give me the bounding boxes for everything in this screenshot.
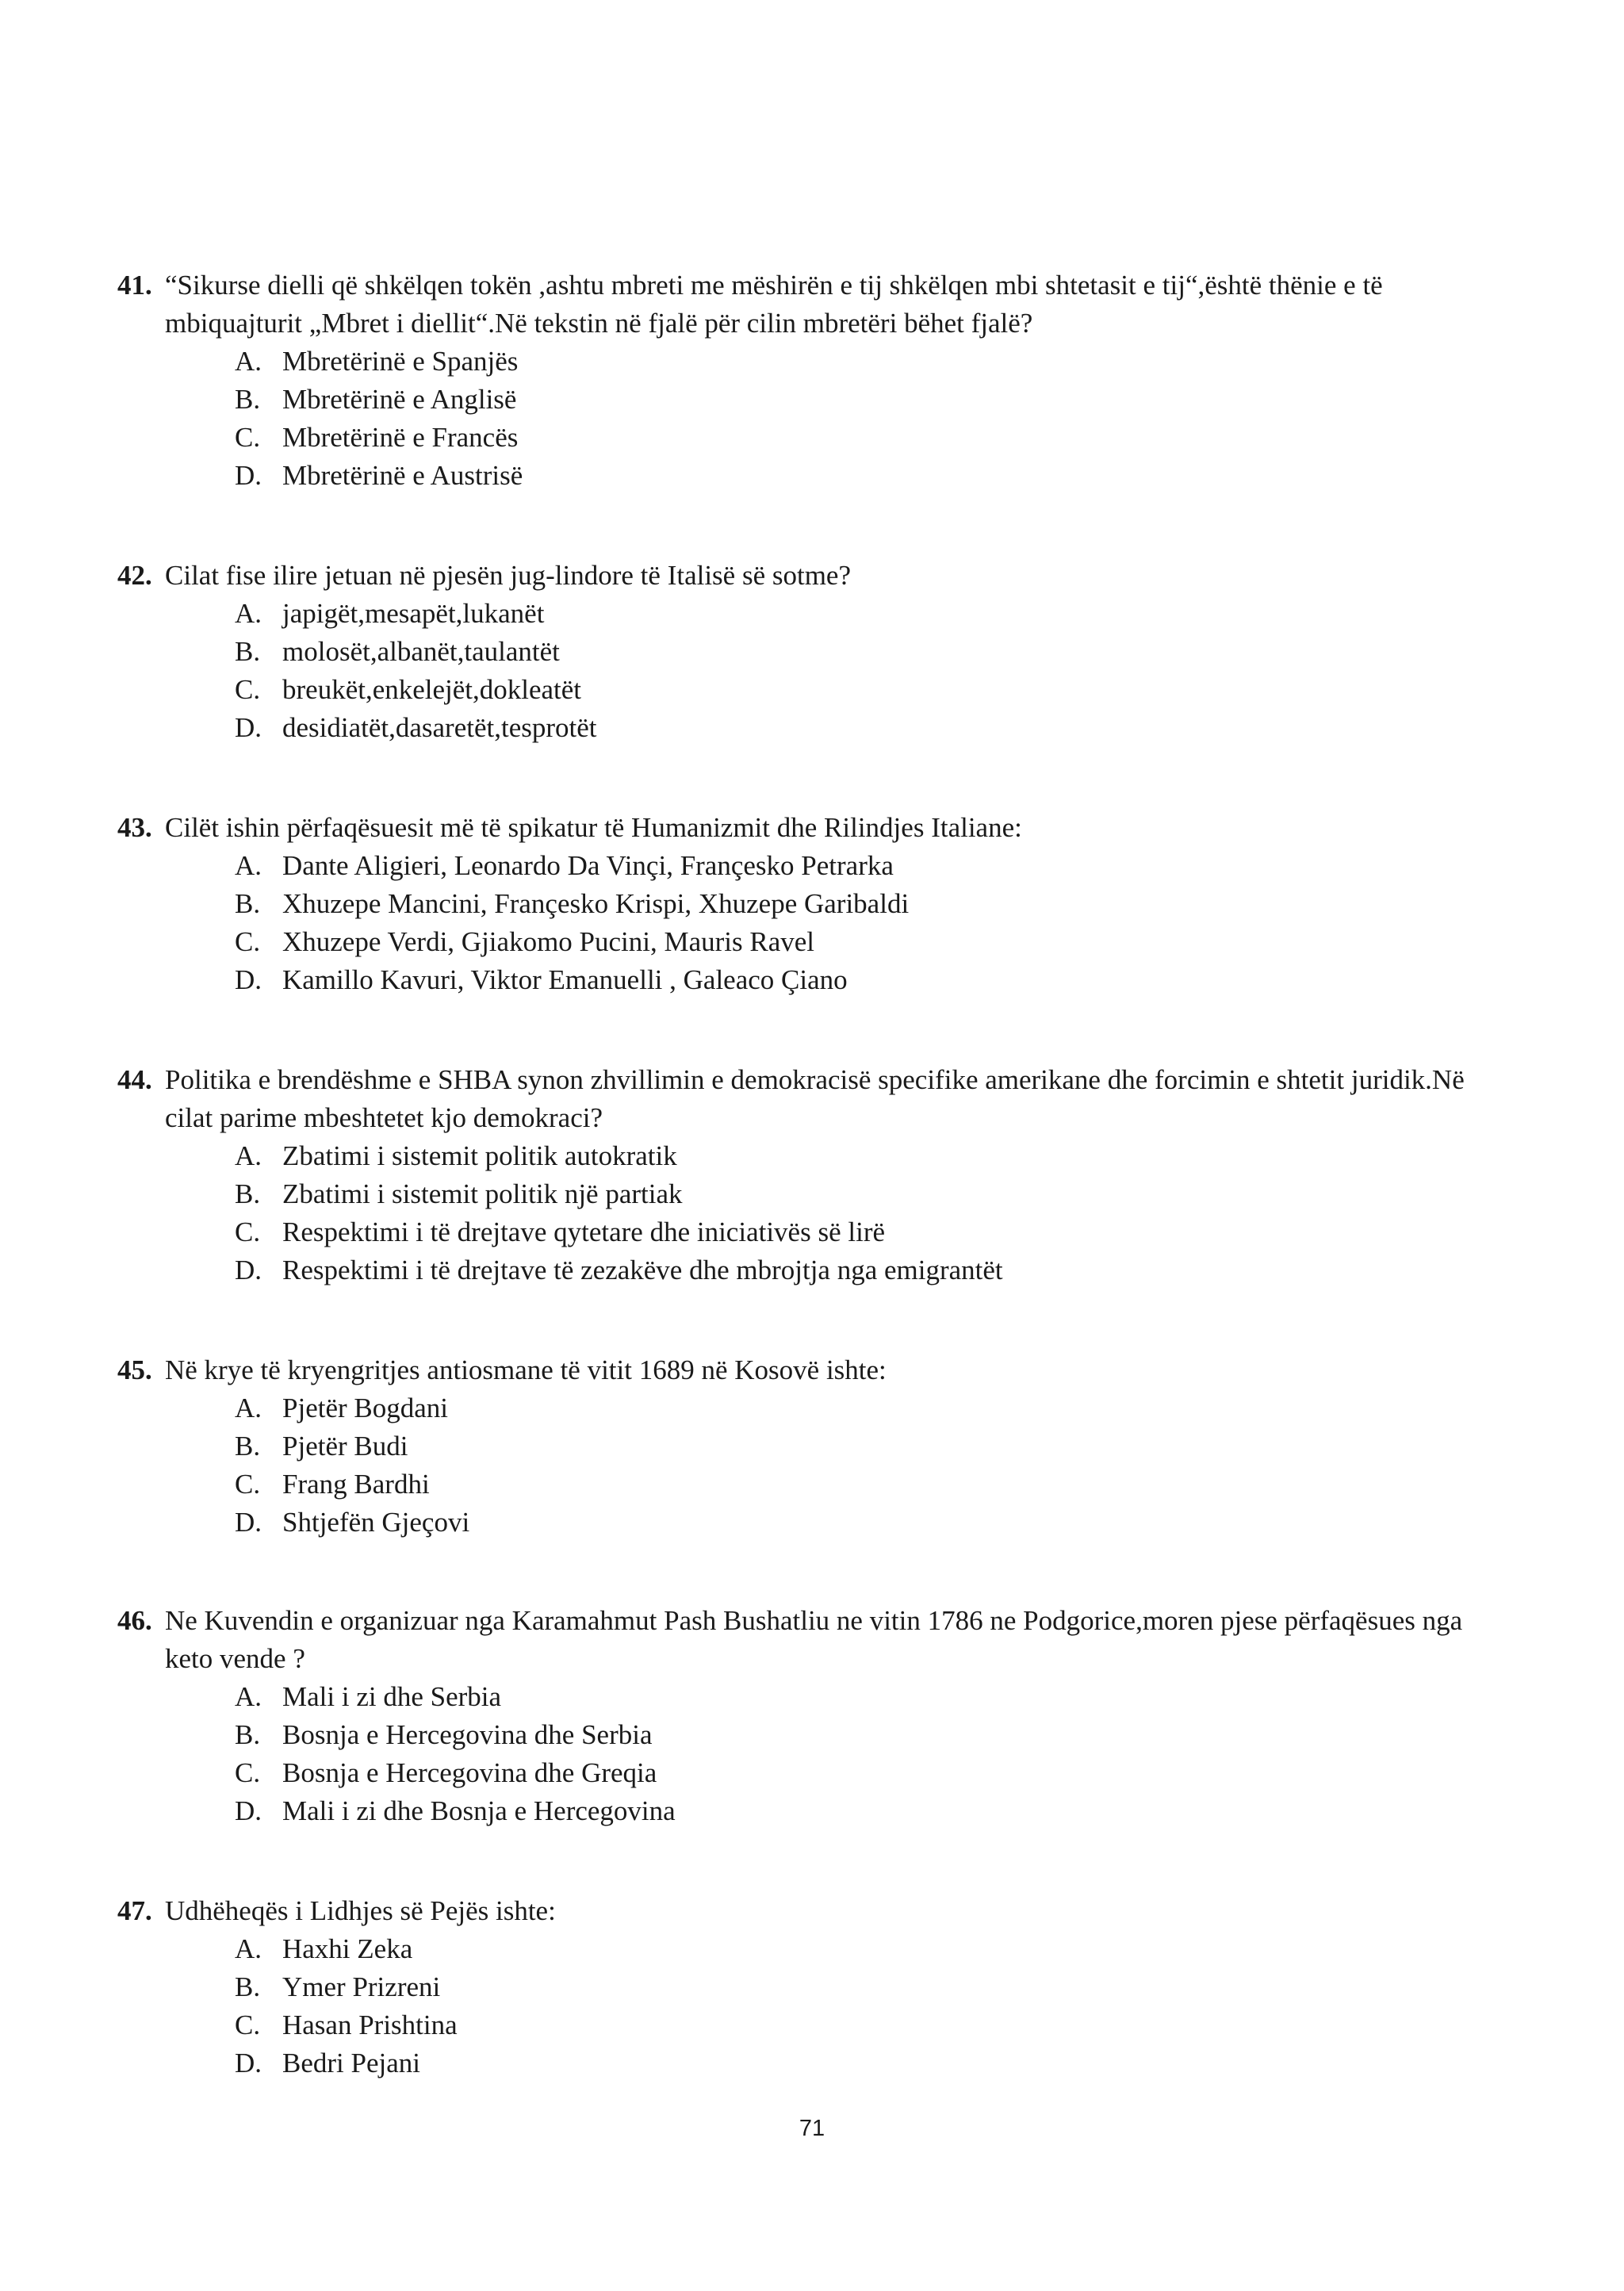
option-letter: D. [235, 1255, 262, 1285]
option-d [117, 457, 1529, 495]
question-text-line [117, 266, 1529, 305]
question-number: 46. [117, 1605, 152, 1636]
option-text: Mali i zi dhe Bosnja e Hercegovina [282, 1795, 676, 1826]
options-list [117, 343, 1529, 495]
question-44 [117, 1061, 1529, 1289]
option-b [117, 633, 1529, 671]
option-b [117, 1427, 1529, 1465]
options-list [117, 595, 1529, 747]
option-text: Bedri Pejani [282, 2048, 420, 2078]
option-letter: A. [235, 1393, 262, 1423]
option-c [117, 2006, 1529, 2044]
option-letter: D. [235, 2048, 262, 2078]
options-list [117, 1930, 1529, 2082]
page-number: 71 [799, 2116, 825, 2141]
option-text: Shtjefën Gjeçovi [282, 1507, 470, 1538]
option-letter: C. [235, 1469, 261, 1500]
option-text: japigët,mesapët,lukanët [282, 598, 545, 629]
option-letter: A. [235, 1933, 262, 1964]
option-d [117, 961, 1529, 999]
option-letter: D. [235, 964, 262, 995]
option-d [117, 1792, 1529, 1830]
question-43 [117, 809, 1529, 999]
option-text: Xhuzepe Verdi, Gjiakomo Pucini, Mauris Ravel [282, 926, 815, 957]
option-letter: A. [235, 850, 262, 881]
question-number: 44. [117, 1064, 152, 1095]
option-text: Mbretërinë e Austrisë [282, 460, 523, 491]
question-text: Udhëheqës i Lidhjes së Pejës ishte: [165, 1895, 556, 1926]
question-41 [117, 266, 1529, 495]
option-c [117, 419, 1529, 457]
option-text: Zbatimi i sistemit politik një partiak [282, 1178, 683, 1209]
option-letter: A. [235, 1681, 262, 1712]
option-a [117, 1137, 1529, 1175]
option-letter: D. [235, 1795, 262, 1826]
option-text: Ymer Prizreni [282, 1971, 441, 2002]
option-a [117, 1930, 1529, 1968]
option-letter: C. [235, 926, 261, 957]
option-text: Dante Aligieri, Leonardo Da Vinçi, Françesko Petrarka [282, 850, 894, 881]
options-list [117, 1678, 1529, 1830]
question-46 [117, 1602, 1529, 1830]
option-text: Mali i zi dhe Serbia [282, 1681, 502, 1712]
option-letter: C. [235, 674, 261, 705]
question-text-line [117, 809, 1529, 847]
option-letter: C. [235, 2009, 261, 2040]
option-c [117, 1754, 1529, 1792]
option-letter: B. [235, 888, 261, 919]
option-a [117, 343, 1529, 381]
option-text: Mbretërinë e Spanjës [282, 346, 519, 377]
option-letter: B. [235, 384, 261, 415]
option-letter: A. [235, 1140, 262, 1171]
option-text: Xhuzepe Mancini, Françesko Krispi, Xhuzepe Garibaldi [282, 888, 910, 919]
option-letter: A. [235, 346, 262, 377]
option-d [117, 1251, 1529, 1289]
option-text: desidiatët,dasaretët,tesprotët [282, 712, 597, 743]
question-text: mbiquajturit „Mbret i diellit“.Në tekstin në fjalë për cilin mbretëri bëhet fjalë? [165, 308, 1033, 339]
option-text: Pjetër Bogdani [282, 1393, 448, 1423]
option-text: molosët,albanët,taulantët [282, 636, 560, 667]
option-text: Frang Bardhi [282, 1469, 430, 1500]
option-b [117, 1175, 1529, 1213]
question-text-line [117, 557, 1529, 595]
question-text-line [117, 1099, 1529, 1137]
option-text: Respektimi i të drejtave të zezakëve dhe mbrojtja nga emigrantët [282, 1255, 1003, 1285]
question-number: 45. [117, 1354, 152, 1385]
options-list [117, 1137, 1529, 1289]
option-text: Mbretërinë e Francës [282, 422, 519, 453]
question-text-line [117, 1602, 1529, 1640]
option-text: Bosnja e Hercegovina dhe Serbia [282, 1719, 653, 1750]
question-47 [117, 1892, 1529, 2082]
question-text-line [117, 1892, 1529, 1930]
option-a [117, 1389, 1529, 1427]
option-letter: B. [235, 636, 261, 667]
option-text: Mbretërinë e Anglisë [282, 384, 517, 415]
option-d [117, 2044, 1529, 2082]
question-number: 43. [117, 812, 152, 843]
option-c [117, 1213, 1529, 1251]
question-text: “Sikurse dielli që shkëlqen tokën ,ashtu mbreti me mëshirën e tij shkëlqen mbi shtetasit e tij“,është thënie e të [165, 270, 1383, 301]
option-letter: B. [235, 1971, 261, 2002]
question-45 [117, 1351, 1529, 1542]
option-letter: C. [235, 422, 261, 453]
question-text: cilat parime mbeshtetet kjo demokraci? [165, 1102, 603, 1133]
options-list [117, 847, 1529, 999]
option-a [117, 1678, 1529, 1716]
option-text: Zbatimi i sistemit politik autokratik [282, 1140, 677, 1171]
option-c [117, 923, 1529, 961]
option-c [117, 1465, 1529, 1504]
option-letter: C. [235, 1216, 261, 1247]
option-text: Respektimi i të drejtave qytetare dhe iniciativës së lirë [282, 1216, 886, 1247]
option-letter: D. [235, 1507, 262, 1538]
option-letter: C. [235, 1757, 261, 1788]
option-text: Hasan Prishtina [282, 2009, 458, 2040]
question-text: keto vende ? [165, 1643, 305, 1674]
option-b [117, 1716, 1529, 1754]
question-text: Cilët ishin përfaqësuesit më të spikatur të Humanizmit dhe Rilindjes Italiane: [165, 812, 1022, 843]
question-text-line [117, 1351, 1529, 1389]
question-number: 41. [117, 270, 152, 301]
option-text: Bosnja e Hercegovina dhe Greqia [282, 1757, 657, 1788]
option-letter: D. [235, 460, 262, 491]
option-letter: B. [235, 1431, 261, 1462]
option-b [117, 885, 1529, 923]
question-text-line [117, 1061, 1529, 1099]
option-b [117, 1968, 1529, 2006]
question-text: Ne Kuvendin e organizuar nga Karamahmut Pash Bushatliu ne vitin 1786 ne Podgorice,moren pjese përfaqësues nga [165, 1605, 1463, 1636]
option-d [117, 1504, 1529, 1542]
option-b [117, 381, 1529, 419]
question-number: 42. [117, 560, 152, 591]
option-text: Pjetër Budi [282, 1431, 408, 1462]
option-letter: B. [235, 1178, 261, 1209]
question-text: Politika e brendëshme e SHBA synon zhvillimin e demokracisë specifike amerikane dhe forcimin e shtetit juridik.Në [165, 1064, 1465, 1095]
option-letter: D. [235, 712, 262, 743]
question-number: 47. [117, 1895, 152, 1926]
question-42 [117, 557, 1529, 747]
option-a [117, 595, 1529, 633]
option-d [117, 709, 1529, 747]
option-c [117, 671, 1529, 709]
options-list [117, 1389, 1529, 1542]
option-text: Kamillo Kavuri, Viktor Emanuelli , Galeaco Çiano [282, 964, 848, 995]
option-text: breukët,enkelejët,dokleatët [282, 674, 582, 705]
option-text: Haxhi Zeka [282, 1933, 413, 1964]
question-text: Cilat fise ilire jetuan në pjesën jug-lindore të Italisë së sotme? [165, 560, 852, 591]
option-a [117, 847, 1529, 885]
question-text-line [117, 1640, 1529, 1678]
option-letter: A. [235, 598, 262, 629]
question-text: Në krye të kryengritjes antiosmane të vitit 1689 në Kosovë ishte: [165, 1354, 887, 1385]
question-text-line [117, 305, 1529, 343]
option-letter: B. [235, 1719, 261, 1750]
